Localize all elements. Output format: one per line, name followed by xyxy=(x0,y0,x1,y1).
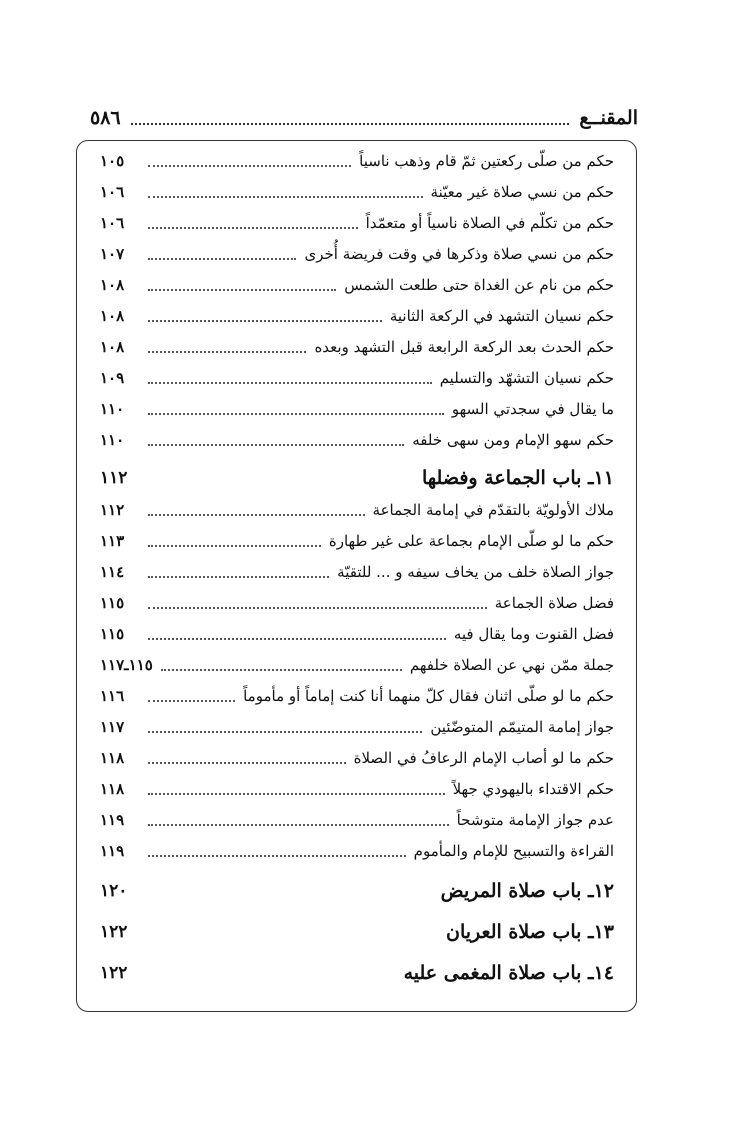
leader-dots xyxy=(161,669,402,671)
toc-entry-title: فضل القنوت وما يقال فيه xyxy=(453,624,614,643)
chapter-page: ١١٢ xyxy=(100,467,128,488)
leader-dots xyxy=(148,320,382,322)
chapter-title: ١٣ـ باب صلاة العريان xyxy=(446,920,614,943)
header-leader-dots xyxy=(131,123,570,125)
chapter-title: ١٤ـ باب صلاة المغمى عليه xyxy=(403,961,614,984)
toc-entry-title: حكم نسيان التشهّد والتسليم xyxy=(439,368,614,387)
leader-dots xyxy=(148,638,446,640)
toc-entry-title: حكم نسيان التشهد في الركعة الثانية xyxy=(389,306,614,325)
toc-entry-page: ١١٤ xyxy=(100,562,125,581)
toc-entry-page: ١٠٦ xyxy=(100,213,125,232)
toc-entry xyxy=(100,649,614,680)
leader-dots xyxy=(148,824,449,826)
toc-entry xyxy=(100,556,614,587)
toc-entry-page: ١٠٧ xyxy=(100,244,125,263)
toc-entry xyxy=(100,711,614,742)
leader-dots xyxy=(148,607,487,609)
toc-entry-title: حكم ما لو أصاب الإمام الرعافُ في الصلاة xyxy=(353,748,614,767)
toc-entry-page: ١١٨ xyxy=(100,779,125,798)
toc-entry xyxy=(100,587,614,618)
toc-entry xyxy=(100,331,614,362)
toc-entry-page: ١١٣ xyxy=(100,531,125,550)
leader-dots xyxy=(148,196,423,198)
toc-entry-title: عدم جواز الإمامة متوشحاً xyxy=(456,810,614,829)
leader-dots xyxy=(148,165,351,167)
toc-entry xyxy=(100,269,614,300)
chapter-page: ١٢٢ xyxy=(100,921,128,942)
toc-entry xyxy=(100,773,614,804)
toc-entry-title: ما يقال في سجدتي السهو xyxy=(451,399,614,418)
toc-entry xyxy=(100,835,614,866)
leader-dots xyxy=(148,545,321,547)
toc-entry xyxy=(100,525,614,556)
leader-dots xyxy=(148,855,406,857)
toc-entry xyxy=(100,680,614,711)
toc-entry xyxy=(100,742,614,773)
leader-spacer xyxy=(148,482,414,484)
toc-entry xyxy=(100,207,614,238)
toc-entry-page: ١٠٥ xyxy=(100,151,125,170)
leader-spacer xyxy=(148,936,438,938)
toc-entry-page: ١١٦ xyxy=(100,686,125,705)
leader-dots xyxy=(148,731,422,733)
toc-entry-page: ١٠٨ xyxy=(100,275,125,294)
toc-entry-title: ملاك الأولويّة بالتقدّم في إمامة الجماعة xyxy=(372,500,614,519)
toc-chapter-heading xyxy=(100,461,614,494)
toc-entry xyxy=(100,176,614,207)
toc-entry-page: ١٠٨ xyxy=(100,337,125,356)
leader-spacer xyxy=(148,977,396,979)
toc-list xyxy=(100,145,614,989)
toc-entry-title: حكم سهو الإمام ومن سهى خلفه xyxy=(412,430,614,449)
leader-dots xyxy=(148,351,306,353)
toc-entry xyxy=(100,804,614,835)
chapter-page: ١٢٢ xyxy=(100,962,128,983)
toc-entry-title: جواز الصلاة خلف من يخاف سيفه و ... للتقيّة xyxy=(337,562,614,581)
toc-entry-page: ١٠٨ xyxy=(100,306,125,325)
toc-chapter-heading xyxy=(100,874,614,907)
chapter-title: ١١ـ باب الجماعة وفضلها xyxy=(422,466,614,489)
toc-entry-title: حكم الاقتداء باليهودي جهلاً xyxy=(452,779,614,798)
chapter-title: ١٢ـ باب صلاة المريض xyxy=(440,879,614,902)
toc-entry xyxy=(100,393,614,424)
leader-dots xyxy=(148,700,235,702)
toc-entry xyxy=(100,618,614,649)
leader-dots xyxy=(148,413,444,415)
toc-entry-page: ١٠٩ xyxy=(100,368,125,387)
toc-entry-page: ١١٧ xyxy=(100,717,125,736)
toc-entry xyxy=(100,238,614,269)
leader-dots xyxy=(148,289,336,291)
leader-spacer xyxy=(148,895,433,897)
toc-entry-page: ١٠٦ xyxy=(100,182,125,201)
toc-entry-title: حكم من نسي صلاة وذكرها في وقت فريضة أُخرى xyxy=(304,244,614,263)
toc-entry-title: جواز إمامة المتيمّم المتوضّئين xyxy=(430,717,614,736)
toc-entry-page: ١١٩ xyxy=(100,810,125,829)
leader-dots xyxy=(148,227,358,229)
toc-entry xyxy=(100,424,614,455)
leader-dots xyxy=(148,793,445,795)
toc-entry-title: جملة ممّن نهي عن الصلاة خلفهم xyxy=(409,655,614,674)
toc-entry-title: حكم الحدث بعد الركعة الرابعة قبل التشهد وبعده xyxy=(314,337,614,356)
toc-chapter-heading xyxy=(100,915,614,948)
toc-entry xyxy=(100,300,614,331)
toc-entry xyxy=(100,494,614,525)
leader-dots xyxy=(148,258,296,260)
leader-dots xyxy=(148,444,404,446)
leader-dots xyxy=(148,576,329,578)
toc-entry-title: القراءة والتسبيح للإمام والمأموم xyxy=(413,841,614,860)
toc-entry-title: حكم من صلّى ركعتين ثمّ قام وذهب ناسياً xyxy=(359,151,614,170)
leader-dots xyxy=(148,382,432,384)
toc-entry-page: ١١٥ xyxy=(100,624,125,643)
toc-entry-title: فضل صلاة الجماعة xyxy=(494,593,614,612)
toc-entry-title: حكم ما لو صلّى الإمام بجماعة على غير طهارة xyxy=(328,531,614,550)
toc-entry-title: حكم من نسي صلاة غير معيّنة xyxy=(430,182,614,201)
leader-dots xyxy=(148,762,346,764)
toc-entry-page: ١١٥ xyxy=(100,593,125,612)
toc-entry-page: ١١٠ xyxy=(100,430,125,449)
toc-entry xyxy=(100,145,614,176)
book-title: المقنــع xyxy=(579,107,638,129)
toc-entry xyxy=(100,362,614,393)
toc-entry-title: حكم من نام عن الغداة حتى طلعت الشمس xyxy=(344,275,614,294)
toc-entry-page: ١١٩ xyxy=(100,841,125,860)
toc-entry-page: ١١٨ xyxy=(100,748,125,767)
leader-dots xyxy=(148,514,365,516)
toc-entry-page: ١١٢ xyxy=(100,500,125,519)
toc-entry-page: ١١٥ـ١١٧ xyxy=(100,655,153,674)
chapter-page: ١٢٠ xyxy=(100,880,128,901)
page-number: ٥٨٦ xyxy=(90,107,121,129)
page-header xyxy=(90,103,638,133)
toc-chapter-heading xyxy=(100,956,614,989)
toc-entry-title: حكم ما لو صلّى اثنان فقال كلّ منهما أنا كنت إماماً أو مأموماً xyxy=(243,686,614,705)
toc-entry-title: حكم من تكلّم في الصلاة ناسياً أو متعمّداً xyxy=(365,213,614,232)
toc-entry-page: ١١٠ xyxy=(100,399,125,418)
